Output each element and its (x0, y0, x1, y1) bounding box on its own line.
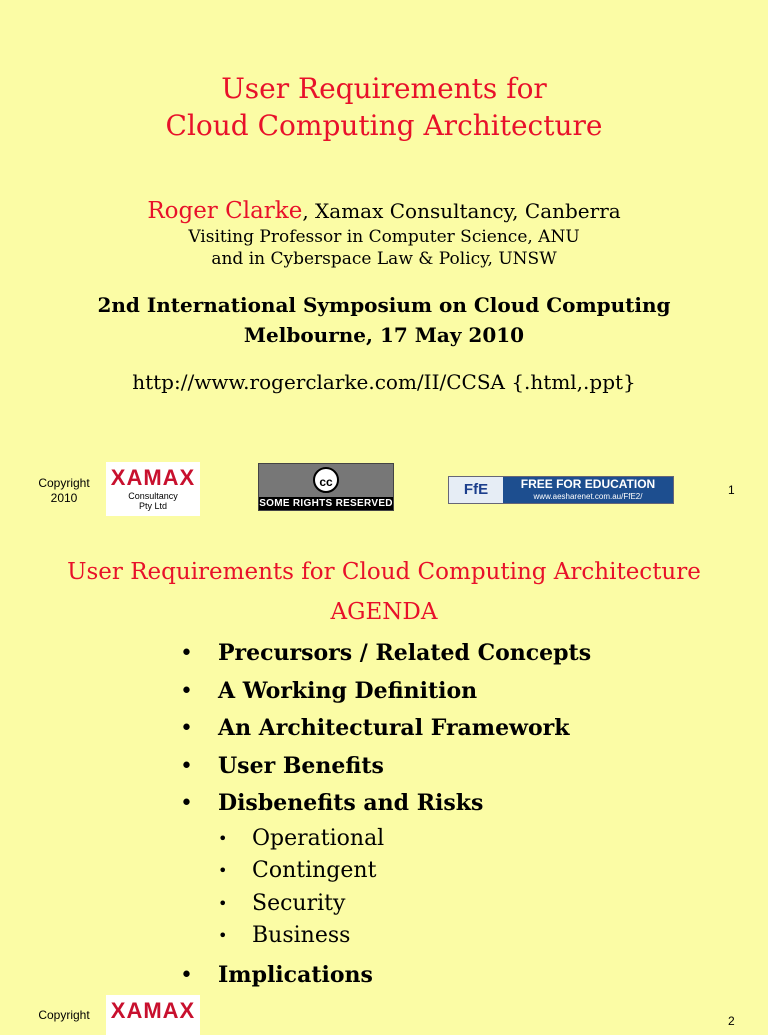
list-item: • An Architectural Framework (180, 710, 591, 748)
copyright-label-2: Copyright (38, 1008, 90, 1022)
xamax-logo (106, 462, 200, 516)
free-for-education-logo (448, 476, 674, 504)
bullet-icon: • (218, 926, 228, 945)
copyright-year: 2010 (50, 491, 78, 505)
sub-list-item: • Contingent (218, 855, 591, 888)
bullet-icon: • (180, 962, 193, 988)
cyberspace-line: and in Cyberspace Law & Policy, UNSW (211, 249, 557, 269)
page-number: 1 (728, 483, 735, 497)
ffe-title: FREE FOR EDUCATION (520, 477, 656, 491)
location-date: Melbourne, 17 May 2010 (243, 323, 525, 347)
sub-list-item: • Business (218, 920, 591, 953)
bullet-icon: • (180, 716, 193, 741)
list-item: • Precursors / Related Concepts (180, 635, 591, 673)
bullet-icon: • (180, 753, 193, 779)
xamax-consultancy: Consultancy (128, 491, 178, 501)
title-line-1: User Requirements for (221, 72, 547, 105)
slide-2-title (0, 552, 768, 632)
list-item: • Disbenefits and Risks • Operational • Contingent • Security • Business (180, 785, 591, 957)
symposium-name: 2nd International Symposium on Cloud Computing (97, 293, 671, 317)
title-line-2: Cloud Computing Architecture (165, 109, 603, 142)
bullet-icon: • (218, 861, 228, 880)
copyright-notice (28, 476, 100, 506)
agenda-heading: AGENDA (330, 599, 438, 625)
cc-text: SOME RIGHTS RESERVED (259, 498, 393, 509)
cc-icon: cc (313, 467, 339, 493)
agenda-heading-title: User Requirements for Cloud Computing Architecture (67, 559, 701, 585)
xamax-wordmark: XAMAX (110, 465, 196, 490)
xamax-ptyltd: Pty Ltd (138, 501, 167, 511)
list-item: • Implications (180, 957, 591, 995)
visiting-line: Visiting Professor in Computer Science, ANU (188, 227, 580, 247)
list-item: • User Benefits (180, 748, 591, 786)
copyright-notice-2 (28, 1008, 100, 1023)
page-number-2: 2 (728, 1014, 735, 1028)
bullet-icon: • (180, 678, 193, 704)
ffe-url: www.aesharenet.com.au/FfE2/ (533, 492, 643, 501)
author-affiliation: , Xamax Consultancy, Canberra (302, 199, 621, 223)
xamax-wordmark-2: XAMAX (110, 998, 196, 1023)
symposium-block (0, 290, 768, 350)
bullet-icon: • (180, 791, 193, 816)
slide-1-title (0, 70, 768, 144)
xamax-logo-2 (106, 995, 200, 1035)
copyright-label: Copyright (38, 476, 90, 490)
presentation-url[interactable]: http://www.rogerclarke.com/II/CCSA {.html,.ppt} (132, 370, 636, 394)
ffe-icon: FfE (449, 477, 503, 503)
sub-list-item: • Security (218, 888, 591, 921)
bullet-icon: • (218, 828, 228, 848)
creative-commons-logo (258, 463, 394, 511)
author-name: Roger Clarke (147, 198, 303, 224)
bullet-icon: • (218, 893, 228, 913)
author-block (0, 196, 768, 270)
bullet-icon: • (180, 641, 193, 666)
list-item: • A Working Definition (180, 673, 591, 711)
sub-list (218, 823, 591, 953)
sub-list-item: • Operational (218, 823, 591, 856)
slide-2 (0, 524, 768, 1028)
agenda-list (180, 635, 591, 994)
